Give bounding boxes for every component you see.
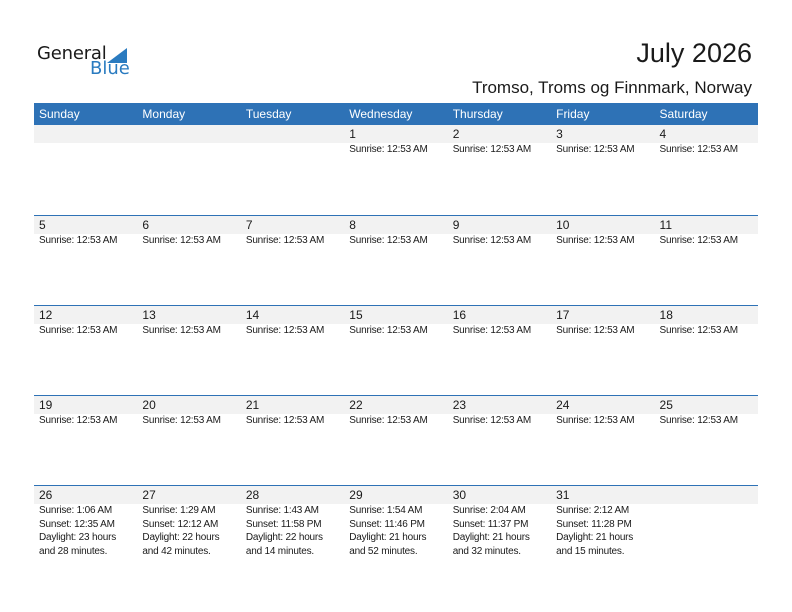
day-info-line: Sunrise: 12:53 AM	[142, 235, 221, 246]
day-info-line: Sunrise: 1:54 AM	[349, 505, 423, 516]
day-info-line: Daylight: 22 hours	[245, 532, 323, 543]
day-info-line: Sunset: 12:35 AM	[39, 518, 115, 530]
day-info-line: Sunrise: 12:53 AM	[39, 415, 118, 426]
logo	[37, 43, 137, 79]
day-info-line: Sunset: 12:12 AM	[142, 518, 219, 530]
day-cell	[241, 216, 344, 248]
weekday-saturday: Saturday	[659, 107, 708, 121]
day-cell	[34, 396, 137, 428]
page-title: July 2026	[636, 38, 752, 68]
day-cell	[655, 216, 758, 248]
day-info-line: Sunrise: 12:53 AM	[142, 415, 221, 426]
day-info-line: Daylight: 22 hours	[142, 532, 220, 543]
day-cell	[344, 125, 447, 157]
day-info-line: Sunrise: 12:53 AM	[556, 415, 635, 426]
calendar	[34, 103, 758, 575]
day-cell	[137, 396, 240, 428]
day-info-line: and 32 minutes.	[452, 545, 521, 557]
day-number	[142, 125, 240, 143]
day-info-line: Sunrise: 12:53 AM	[659, 235, 738, 246]
day-cell	[448, 125, 551, 157]
day-cell	[655, 486, 758, 558]
day-info-line: Sunrise: 12:53 AM	[659, 325, 738, 336]
day-info-line: Sunset: 11:28 PM	[556, 518, 632, 530]
weekday-header	[34, 103, 758, 125]
day-info-line: Sunrise: 12:53 AM	[349, 144, 428, 155]
day-number: 4	[659, 127, 667, 141]
day-info-line: Sunrise: 12:53 AM	[39, 325, 118, 336]
day-cell	[34, 125, 137, 157]
day-info-line: Sunrise: 12:53 AM	[39, 235, 118, 246]
weekday-sunday: Sunday	[39, 107, 80, 121]
calendar-week	[34, 215, 758, 305]
day-info-line: Sunrise: 1:29 AM	[142, 505, 216, 516]
day-cell	[448, 486, 551, 558]
day-number: 31	[556, 488, 570, 502]
day-cell	[137, 125, 240, 157]
day-number: 21	[245, 398, 260, 412]
day-info-line: Sunset: 11:58 PM	[245, 518, 322, 530]
day-cell	[448, 306, 551, 338]
day-info-line: Sunrise: 1:06 AM	[39, 505, 112, 516]
day-number	[39, 125, 137, 143]
day-number: 10	[556, 218, 570, 232]
day-number: 6	[142, 218, 150, 232]
day-info-line: Sunrise: 12:53 AM	[349, 415, 428, 426]
day-info-line: Sunrise: 12:53 AM	[245, 415, 325, 426]
day-cell	[551, 125, 654, 157]
day-info-line: Daylight: 21 hours	[452, 532, 530, 543]
day-info-line: Sunrise: 12:53 AM	[142, 325, 221, 336]
day-cell	[551, 306, 654, 338]
day-cell	[137, 486, 240, 558]
day-number: 28	[245, 488, 260, 502]
day-number: 7	[245, 218, 253, 232]
day-info-line: Sunrise: 1:43 AM	[245, 505, 319, 516]
day-info-line: Sunrise: 12:53 AM	[245, 325, 325, 336]
day-info-line: Sunrise: 2:12 AM	[556, 505, 630, 516]
day-cell	[241, 125, 344, 157]
day-info-line: and 52 minutes.	[349, 545, 418, 557]
day-number	[246, 125, 344, 143]
day-number: 27	[142, 488, 156, 502]
day-info-line: Daylight: 21 hours	[556, 532, 634, 543]
day-cell	[448, 396, 551, 428]
day-info-line: Sunrise: 2:04 AM	[452, 505, 526, 516]
calendar-week	[34, 485, 758, 575]
day-number: 13	[142, 308, 156, 322]
day-cell	[241, 396, 344, 428]
logo-blue-text: Blue	[90, 58, 130, 79]
day-number: 1	[349, 127, 356, 141]
day-info-line: Sunrise: 12:53 AM	[349, 325, 428, 336]
day-number: 22	[349, 398, 363, 412]
day-info-line: and 15 minutes.	[556, 545, 625, 557]
day-info-line: Sunset: 11:37 PM	[452, 518, 529, 530]
day-number: 30	[452, 488, 467, 502]
day-number: 14	[245, 308, 260, 322]
day-number: 16	[452, 308, 467, 322]
day-info-line: Daylight: 21 hours	[349, 532, 427, 543]
weekday-thursday: Thursday	[452, 107, 503, 121]
day-info-line: Sunrise: 12:53 AM	[452, 325, 532, 336]
day-cell	[344, 486, 447, 558]
day-number	[660, 486, 758, 504]
day-cell	[137, 216, 240, 248]
day-cell	[34, 306, 137, 338]
day-info-line: Sunrise: 12:53 AM	[452, 235, 532, 246]
calendar-week	[34, 125, 758, 215]
day-info-line: Sunrise: 12:53 AM	[659, 415, 738, 426]
day-number: 3	[556, 127, 563, 141]
day-info-line: Daylight: 23 hours	[39, 532, 117, 543]
day-cell	[551, 216, 654, 248]
day-info-line: Sunrise: 12:53 AM	[349, 235, 428, 246]
calendar-week	[34, 395, 758, 485]
day-cell	[344, 396, 447, 428]
day-number: 9	[452, 218, 460, 232]
day-number: 26	[39, 488, 53, 502]
day-cell	[551, 396, 654, 428]
day-cell	[551, 486, 654, 558]
day-number: 12	[39, 308, 53, 322]
day-number: 2	[452, 127, 460, 141]
day-number: 5	[39, 218, 46, 232]
day-cell	[344, 306, 447, 338]
day-cell	[655, 125, 758, 157]
day-number: 15	[349, 308, 363, 322]
day-info-line: and 28 minutes.	[39, 545, 108, 557]
logo-general-text: General	[37, 43, 107, 64]
day-number: 17	[556, 308, 570, 322]
day-cell	[241, 306, 344, 338]
day-cell	[241, 486, 344, 558]
day-cell	[34, 216, 137, 248]
day-info-line: Sunrise: 12:53 AM	[556, 235, 635, 246]
location-subtitle: Tromso, Troms og Finnmark, Norway	[472, 78, 752, 97]
day-info-line: Sunrise: 12:53 AM	[659, 144, 738, 155]
day-info-line: Sunrise: 12:53 AM	[556, 325, 635, 336]
day-cell	[344, 216, 447, 248]
day-info-line: Sunrise: 12:53 AM	[452, 415, 532, 426]
day-cell	[655, 396, 758, 428]
weekday-monday: Monday	[142, 107, 186, 121]
day-cell	[34, 486, 137, 558]
weekday-tuesday: Tuesday	[245, 107, 292, 121]
calendar-week	[34, 305, 758, 395]
day-info-line: Sunrise: 12:53 AM	[452, 144, 532, 155]
day-info-line: Sunrise: 12:53 AM	[556, 144, 635, 155]
day-info-line: Sunset: 11:46 PM	[349, 518, 425, 530]
day-number: 8	[349, 218, 356, 232]
weekday-friday: Friday	[556, 107, 590, 121]
day-cell	[655, 306, 758, 338]
day-cell	[137, 306, 240, 338]
day-cell	[448, 216, 551, 248]
day-number: 29	[349, 488, 363, 502]
day-info-line: and 42 minutes.	[142, 545, 211, 557]
weekday-wednesday: Wednesday	[349, 107, 413, 121]
day-info-line: Sunrise: 12:53 AM	[245, 235, 325, 246]
day-number: 11	[659, 218, 672, 232]
day-number: 23	[452, 398, 467, 412]
calendar-weeks	[34, 125, 758, 575]
day-info-line: and 14 minutes.	[245, 545, 315, 557]
day-number: 25	[659, 398, 673, 412]
day-number: 20	[142, 398, 156, 412]
day-number: 18	[659, 308, 673, 322]
day-number: 19	[39, 398, 53, 412]
day-number: 24	[556, 398, 570, 412]
